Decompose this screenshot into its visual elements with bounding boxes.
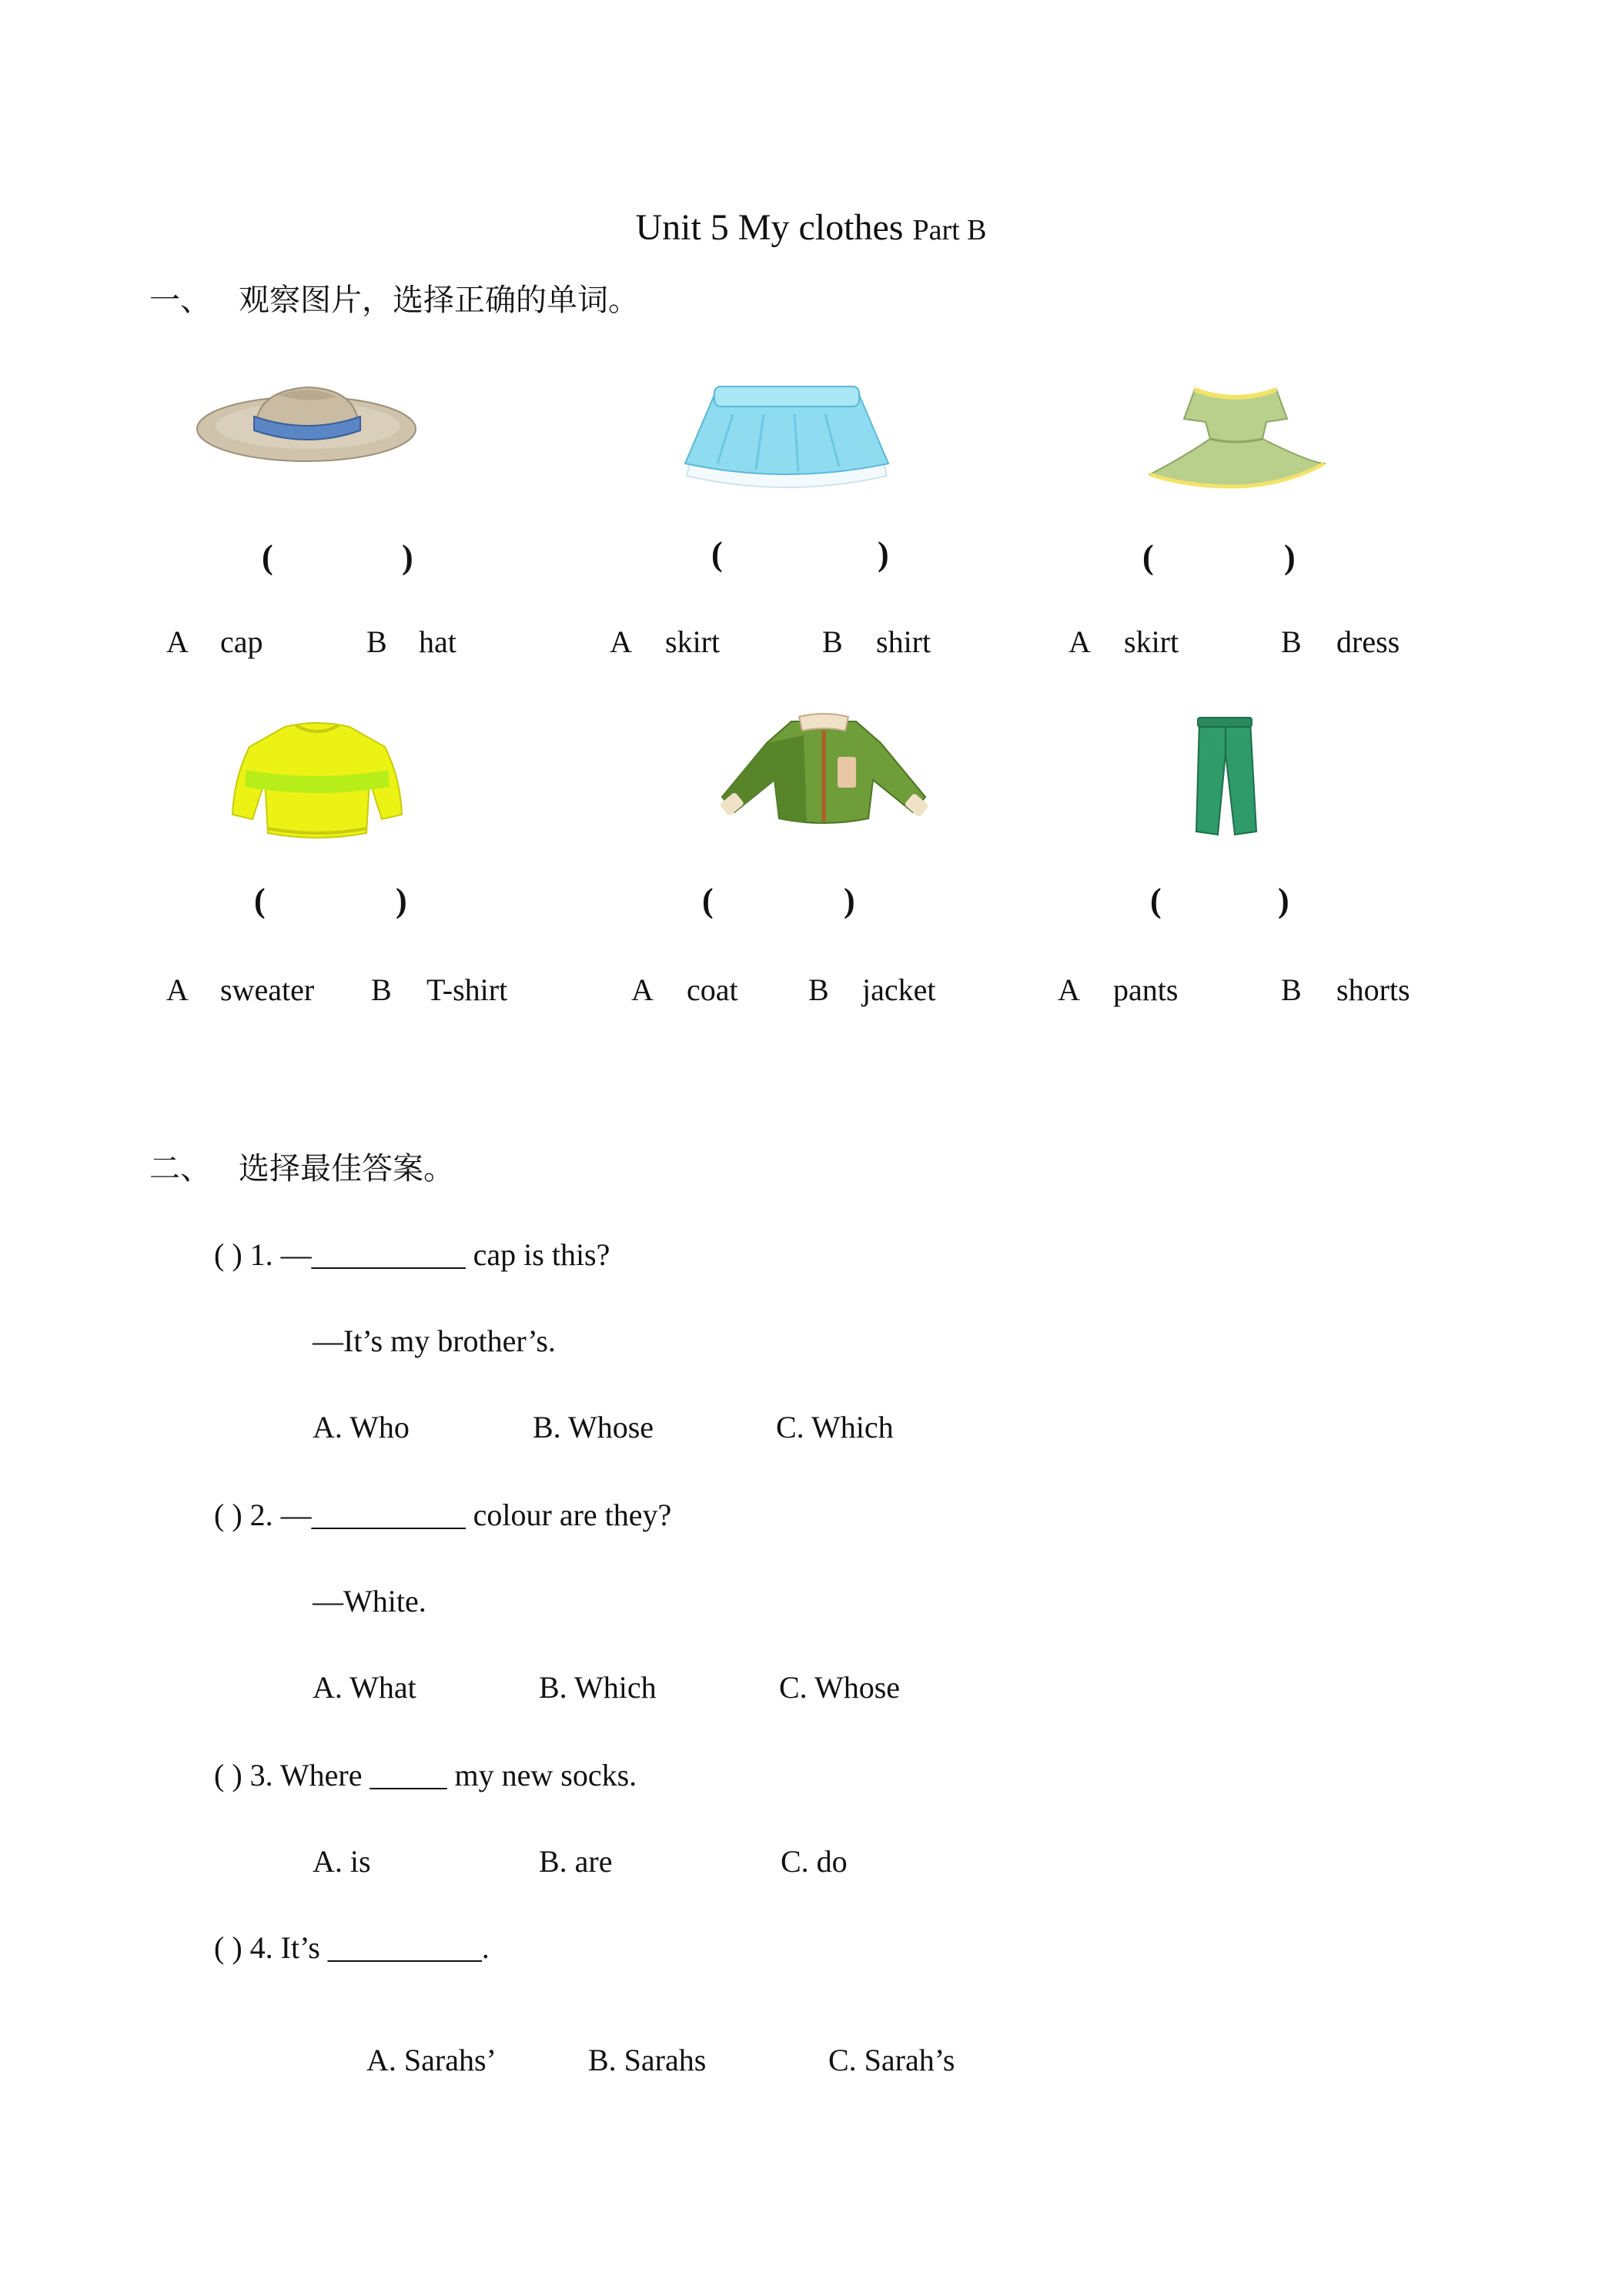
question-2-answer: —White.: [313, 1584, 426, 1618]
answer-bracket-close-4: ): [396, 882, 407, 919]
question-2-option-a: A. What: [313, 1670, 416, 1705]
question-2-stem: ( ) 2. —__________ colour are they?: [214, 1498, 672, 1532]
question-3-option-c: C. do: [781, 1844, 848, 1879]
question-2-option-b: B. Which: [539, 1670, 657, 1705]
question-2-option-c: C. Whose: [779, 1670, 901, 1705]
question-3-stem: ( ) 3. Where _____ my new socks.: [214, 1758, 637, 1792]
answer-bracket-open-1: (: [262, 538, 273, 576]
title-part: Part B: [912, 214, 987, 246]
option-text: jacket: [862, 972, 936, 1007]
section-1-instruction: 观察图片，选择正确的单词。: [239, 283, 639, 317]
jacket-icon: [716, 712, 931, 828]
option-letter-a: A: [1058, 972, 1080, 1007]
option-text: cap: [220, 624, 263, 659]
question-3-option-b: B. are: [539, 1844, 613, 1879]
question-4-option-b: B. Sarahs: [588, 2043, 707, 2077]
option-letter-b: B: [1281, 624, 1302, 659]
option-text: skirt: [1124, 624, 1179, 659]
question-3-option-a: A. is: [313, 1844, 371, 1879]
page-title: [0, 206, 1622, 249]
section-2-number: 二、: [149, 1151, 211, 1186]
option-letter-a: A: [610, 624, 632, 659]
question-4-stem: ( ) 4. It’s __________.: [214, 1930, 490, 1965]
question-1-option-b: B. Whose: [533, 1410, 654, 1444]
answer-bracket-open-3: (: [1142, 538, 1154, 576]
option-letter-b: B: [808, 972, 829, 1007]
title-main: Unit 5 My clothes: [635, 207, 904, 248]
option-text: dress: [1336, 624, 1400, 659]
option-text: shirt: [876, 624, 931, 659]
dress-icon: [1139, 379, 1332, 494]
pants-icon: [1190, 716, 1259, 839]
section-1-heading: [149, 276, 639, 320]
option-text: skirt: [665, 624, 721, 659]
option-letter-b: B: [822, 624, 843, 659]
answer-bracket-open-2: (: [711, 535, 723, 573]
option-text: shorts: [1336, 972, 1410, 1007]
option-letter-a: A: [166, 624, 189, 659]
question-4-option-c: C. Sarah’s: [828, 2043, 955, 2077]
option-letter-a: A: [631, 972, 654, 1007]
option-letter-b: B: [1281, 972, 1302, 1007]
answer-bracket-close-2: ): [878, 535, 889, 573]
option-text: pants: [1113, 972, 1179, 1007]
option-text: hat: [419, 624, 457, 659]
sweater-icon: [231, 716, 404, 847]
option-letter-a: A: [1069, 624, 1091, 659]
hat-icon: [192, 381, 420, 474]
option-text: sweater: [220, 972, 315, 1007]
option-letter-a: A: [166, 972, 189, 1007]
question-4-option-a: A. Sarahs’: [366, 2043, 497, 2077]
section-1-number: 一、: [149, 283, 211, 317]
question-1-option-a: A. Who: [313, 1410, 410, 1444]
option-letter-b: B: [366, 624, 387, 659]
question-1-answer: —It’s my brother’s.: [313, 1324, 556, 1358]
answer-bracket-close-3: ): [1284, 538, 1296, 576]
answer-bracket-open-6: (: [1150, 882, 1162, 919]
answer-bracket-open-5: (: [702, 882, 714, 919]
section-2-heading: [149, 1144, 454, 1188]
answer-bracket-close-1: ): [402, 538, 413, 576]
option-text: coat: [687, 972, 738, 1007]
answer-bracket-open-4: (: [254, 882, 266, 919]
question-1-option-c: C. Which: [776, 1410, 894, 1444]
answer-bracket-close-5: ): [844, 882, 855, 919]
question-1-stem: ( ) 1. —__________ cap is this?: [214, 1237, 610, 1272]
skirt-icon: [664, 383, 910, 495]
option-text: T-shirt: [426, 972, 508, 1007]
answer-bracket-close-6: ): [1278, 882, 1289, 919]
section-2-instruction: 选择最佳答案。: [239, 1151, 454, 1186]
option-letter-b: B: [371, 972, 392, 1007]
